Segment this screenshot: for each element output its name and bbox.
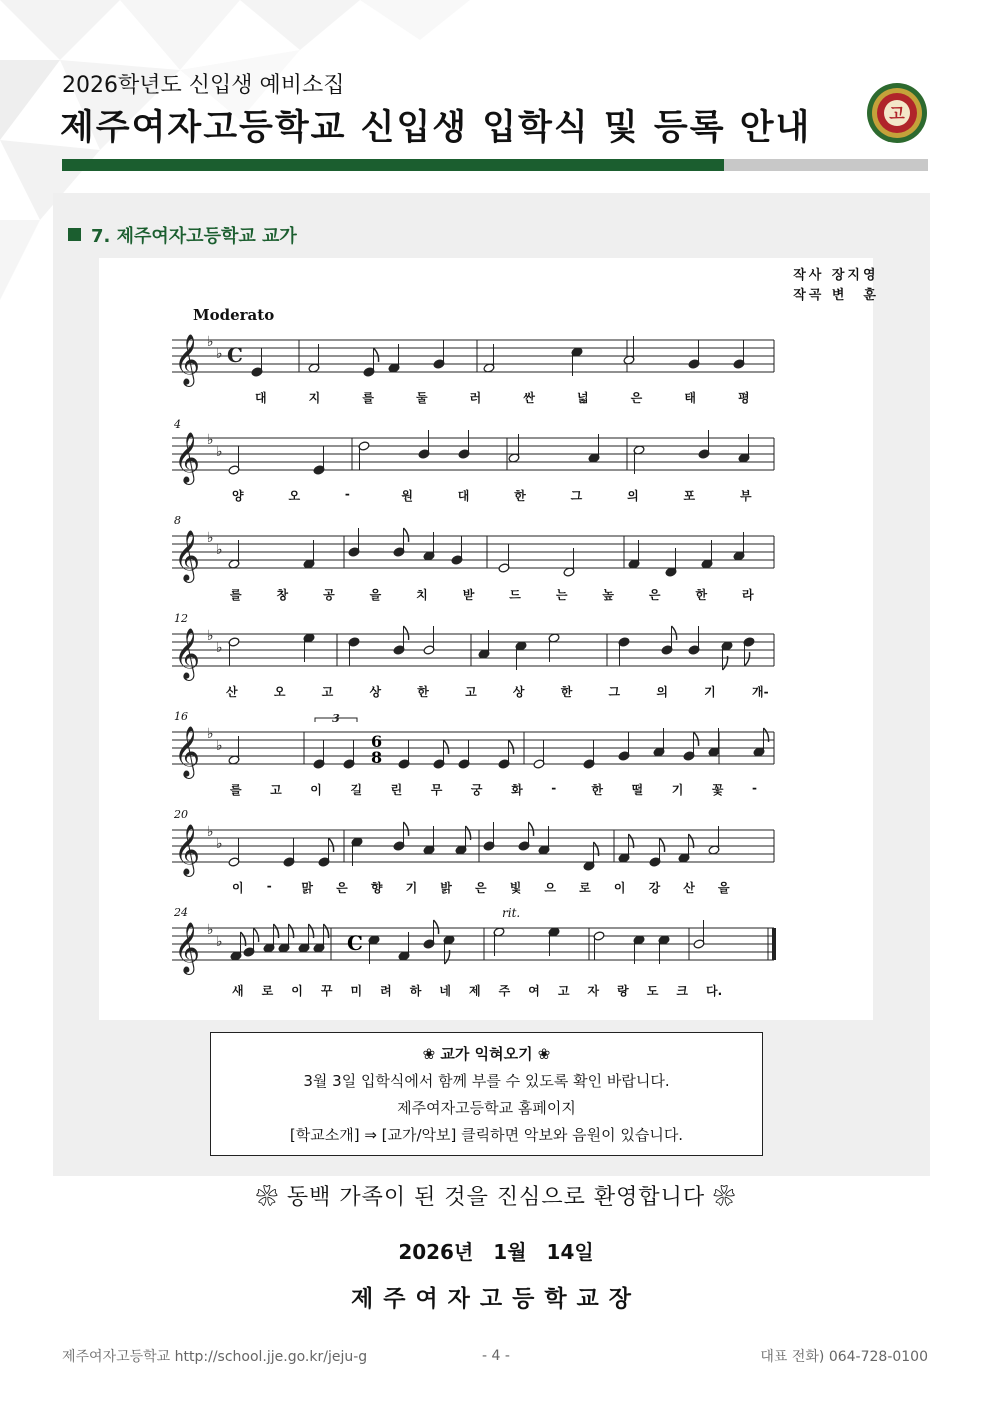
- flat-icon: ♭: [207, 922, 214, 938]
- principal-signature: 제주여자고등학교장: [351, 1286, 641, 1312]
- lyric-syllable: 주: [498, 984, 511, 998]
- header-bar-gray: [724, 159, 928, 171]
- treble-clef-icon: 𝄞: [174, 432, 201, 483]
- lyric-syllable: 의: [627, 489, 639, 503]
- lyric-syllable: 기: [704, 685, 716, 699]
- song-credits: [793, 266, 879, 306]
- footer-phone: 대표 전화) 064-728-0100: [760, 1349, 928, 1365]
- document-date: 2026년 1월 14일: [398, 1240, 594, 1264]
- lyric-syllable: 려: [380, 984, 392, 998]
- lyric-syllable: 평: [738, 391, 750, 405]
- lyric-syllable: 한: [591, 783, 603, 797]
- lyric-syllable: 길: [350, 783, 363, 797]
- lyric-syllable: 상: [369, 685, 382, 699]
- lyric-syllable: 린: [390, 783, 403, 797]
- lyric-syllable: -: [344, 487, 350, 501]
- flat-icon: ♭: [207, 530, 214, 546]
- notice-line: [학교소개] ⇒ [교가/악보] 클릭하면 악보와 음원이 있습니다.: [289, 1126, 684, 1144]
- lyric-syllable: 무: [430, 783, 443, 797]
- lyric-syllable: 화: [511, 783, 523, 797]
- lyric-syllable: 상: [512, 685, 525, 699]
- lyric-syllable: 를: [230, 588, 242, 602]
- lyric-syllable: 한: [514, 489, 526, 503]
- lyric-syllable: 의: [656, 685, 668, 699]
- lyric-syllable: 하: [409, 984, 422, 998]
- section-heading-text: 7. 제주여자고등학교 교가: [91, 226, 297, 247]
- lyric-syllable: 맑: [301, 881, 314, 895]
- lyric-syllable: 을: [718, 881, 730, 895]
- tempo-marking: Moderato: [193, 306, 275, 324]
- staff-system: [172, 430, 774, 485]
- lyric-syllable: 이: [291, 984, 303, 998]
- flat-icon: ♭: [216, 934, 223, 950]
- flat-icon: ♭: [216, 640, 223, 656]
- lyric-syllable: 새: [232, 984, 244, 998]
- lyric-syllable: 로: [261, 984, 274, 998]
- lyric-syllable: 넓: [577, 391, 589, 405]
- lyric-syllable: 은: [336, 881, 348, 895]
- staff-drawing: [99, 258, 873, 1020]
- measure-number: 24: [174, 906, 188, 919]
- flat-icon: ♭: [207, 824, 214, 840]
- lyric-syllable: 제: [469, 984, 481, 998]
- lyric-syllable: 는: [555, 588, 568, 602]
- lyric-syllable: 고: [557, 984, 570, 998]
- lyric-syllable: 고: [321, 685, 334, 699]
- lyric-syllable: 지: [308, 391, 321, 405]
- lyric-syllable: 포: [683, 489, 696, 503]
- lyric-syllable: 드: [509, 588, 521, 602]
- lyric-syllable: 이: [613, 881, 626, 895]
- lyric-line: [0, 781, 992, 799]
- common-time-icon: C: [347, 931, 363, 955]
- lyric-syllable: 꽃: [711, 783, 724, 797]
- lyric-syllable: 으: [544, 881, 557, 895]
- lyric-syllable: 대: [255, 391, 267, 405]
- lyric-syllable: 한: [695, 588, 708, 602]
- lyric-syllable: 랑: [617, 984, 629, 998]
- lyric-syllable: 은: [648, 588, 661, 602]
- common-time-icon: C: [227, 343, 243, 367]
- triplet-label: 3: [332, 712, 340, 725]
- measure-number: 4: [174, 418, 181, 431]
- lyric-syllable: 고: [270, 783, 282, 797]
- lyric-syllable: 이: [310, 783, 322, 797]
- treble-clef-icon: 𝄞: [174, 530, 201, 581]
- sheet-music: [99, 258, 873, 1020]
- measure-number: 16: [174, 710, 188, 723]
- lyric-syllable: 궁: [470, 783, 483, 797]
- page-title: 제주여자고등학교 신입생 입학식 및 등록 안내: [60, 108, 812, 148]
- lyric-syllable: 높: [602, 588, 614, 602]
- staff-system: [172, 726, 774, 779]
- staff-system: [172, 626, 774, 681]
- ritardando-marking: rit.: [502, 906, 521, 920]
- lyric-line: [0, 389, 992, 407]
- lyric-syllable: 태: [684, 391, 696, 405]
- lyric-syllable: 이: [232, 881, 244, 895]
- flat-icon: ♭: [216, 542, 223, 558]
- lyric-syllable: 러: [469, 391, 482, 405]
- lyric-syllable: 를: [362, 391, 374, 405]
- seal-char: 고: [889, 104, 905, 123]
- measure-number: 20: [174, 808, 188, 821]
- time-signature-top: 6: [371, 732, 383, 751]
- measure-number: 8: [174, 514, 181, 527]
- page-subtitle: 2026학년도 신입생 예비소집: [62, 73, 345, 98]
- lyric-syllable: 기: [405, 881, 418, 895]
- lyric-syllable: 그: [570, 489, 583, 503]
- lyric-syllable: 산: [683, 881, 695, 895]
- notice-title: ❀ 교가 익혀오기 ❀: [422, 1045, 551, 1063]
- lyric-syllable: 빛: [509, 881, 522, 895]
- treble-clef-icon: 𝄞: [174, 824, 201, 875]
- section-square-icon: [68, 228, 81, 241]
- lyric-syllable: 둘: [416, 391, 428, 405]
- time-signature-bottom: 8: [371, 748, 383, 767]
- staff-system: [172, 822, 774, 877]
- school-seal-icon: [866, 82, 928, 144]
- notice-line: 3월 3일 입학식에서 함께 부를 수 있도록 확인 바랍니다.: [303, 1072, 670, 1090]
- composer: 작곡 변 훈: [793, 288, 879, 303]
- lyric-syllable: 부: [740, 489, 752, 503]
- lyric-syllable: 오: [288, 489, 301, 503]
- lyric-syllable: 네: [439, 984, 451, 998]
- lyric-syllable: 향: [370, 881, 383, 895]
- lyric-syllable: -: [266, 879, 272, 893]
- lyricist: 작사 장지영: [793, 268, 879, 283]
- flat-icon: ♭: [216, 444, 223, 460]
- treble-clef-icon: 𝄞: [174, 726, 201, 777]
- flat-icon: ♭: [207, 628, 214, 644]
- section-heading: [68, 222, 297, 248]
- flat-icon: ♭: [207, 726, 214, 742]
- lyric-syllable: 공: [323, 588, 335, 602]
- lyric-syllable: 크: [676, 984, 688, 998]
- flat-icon: ♭: [216, 346, 223, 362]
- staff-system: [172, 528, 774, 583]
- lyric-syllable: 기: [671, 783, 684, 797]
- notice-box: [210, 1032, 763, 1156]
- lyric-syllable: 도: [646, 984, 659, 998]
- lyric-line: [0, 879, 992, 897]
- lyric-syllable: 원: [401, 489, 413, 503]
- footer-school-url: 제주여자고등학교 http://school.jje.go.kr/jeju-g: [62, 1349, 368, 1365]
- lyric-line: [0, 982, 992, 1000]
- flat-icon: ♭: [207, 334, 214, 350]
- lyric-syllable: 고: [465, 685, 477, 699]
- lyric-syllable: 은: [475, 881, 487, 895]
- lyric-syllable: 다.: [706, 984, 723, 998]
- treble-clef-icon: 𝄞: [174, 334, 201, 385]
- lyric-syllable: 을: [369, 588, 382, 602]
- lyric-syllable: 미: [350, 984, 363, 998]
- lyric-syllable: 로: [579, 881, 591, 895]
- lyric-line: [0, 683, 992, 701]
- lyric-syllable: 강: [648, 881, 661, 895]
- lyric-syllable: 자: [587, 984, 600, 998]
- lyric-syllable: 은: [630, 391, 643, 405]
- lyric-syllable: 를: [230, 783, 242, 797]
- lyric-syllable: 그: [608, 685, 621, 699]
- treble-clef-icon: 𝄞: [174, 922, 201, 973]
- staff-system: [172, 920, 774, 975]
- flat-icon: ♭: [216, 738, 223, 754]
- lyric-syllable: 싼: [523, 391, 535, 405]
- header-bar-green: [62, 159, 724, 171]
- notice-line: 제주여자고등학교 홈페이지: [397, 1099, 576, 1117]
- lyric-syllable: 창: [276, 588, 289, 602]
- lyric-syllable: 라: [742, 588, 754, 602]
- lyric-syllable: 개-: [752, 685, 769, 699]
- lyric-syllable: 여: [528, 984, 540, 998]
- staff-system: [172, 334, 774, 387]
- welcome-message: ❀ 동백 가족이 된 것을 진심으로 환영합니다 ❀: [255, 1185, 737, 1210]
- lyric-syllable: 산: [226, 685, 238, 699]
- lyric-syllable: 떨: [631, 783, 644, 797]
- treble-clef-icon: 𝄞: [174, 628, 201, 679]
- measure-number: 12: [174, 612, 188, 625]
- page-number: - 4 -: [482, 1348, 510, 1364]
- flat-icon: ♭: [207, 432, 214, 448]
- lyric-syllable: 한: [417, 685, 429, 699]
- lyric-syllable: -: [551, 781, 557, 795]
- lyric-syllable: 한: [560, 685, 573, 699]
- lyric-syllable: -: [752, 781, 757, 795]
- lyric-syllable: 밝: [440, 881, 452, 895]
- lyric-syllable: 치: [416, 588, 428, 602]
- lyric-syllable: 오: [273, 685, 286, 699]
- lyric-syllable: 받: [462, 588, 475, 602]
- lyric-line: [0, 586, 992, 604]
- lyric-syllable: 양: [232, 489, 244, 503]
- flat-icon: ♭: [216, 836, 223, 852]
- lyric-syllable: 꾸: [320, 984, 333, 998]
- lyric-syllable: 대: [457, 489, 470, 503]
- lyric-line: [0, 487, 992, 505]
